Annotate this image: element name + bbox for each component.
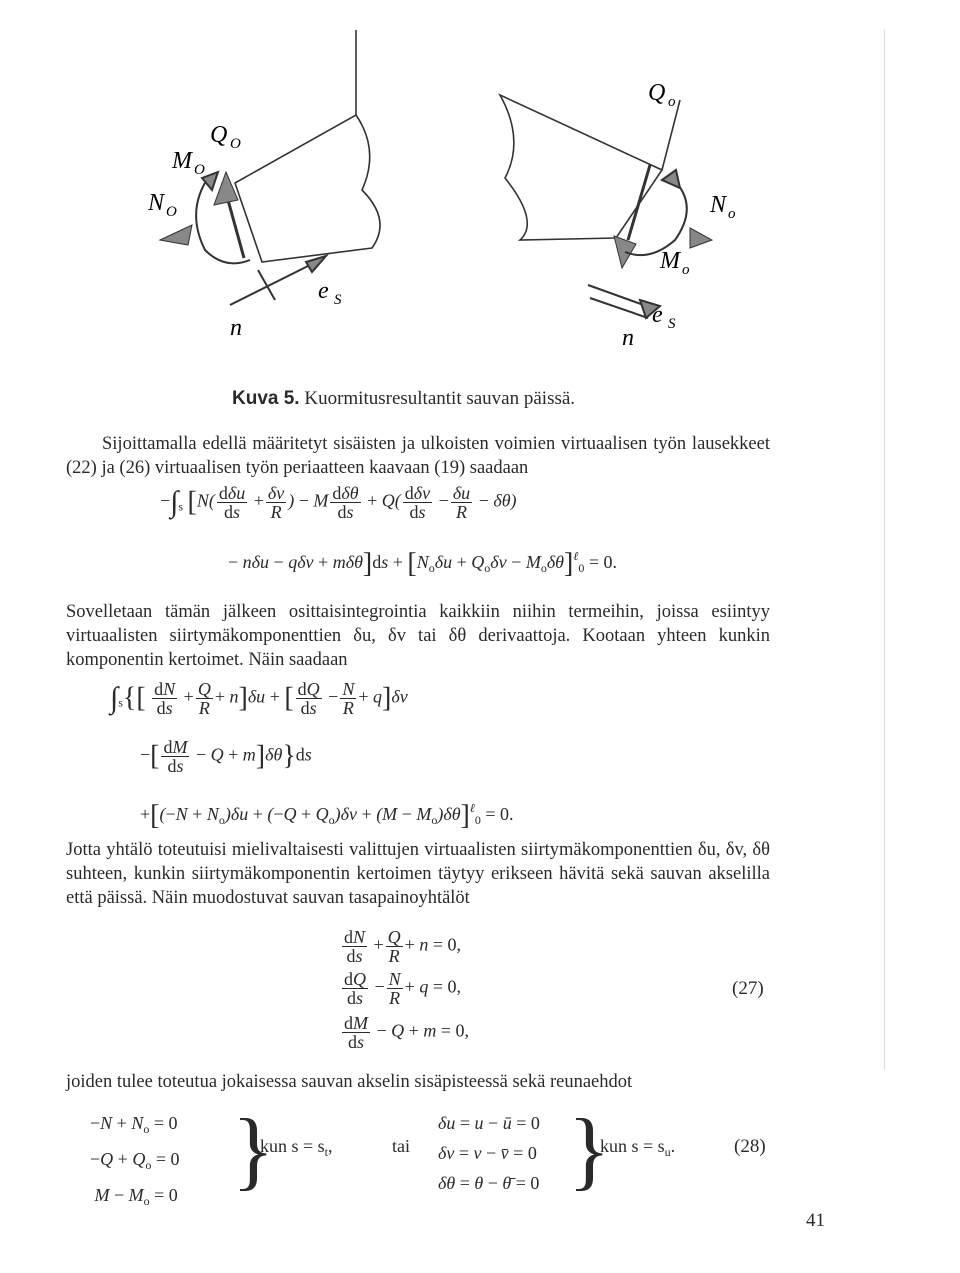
brace-right: } xyxy=(568,1102,611,1199)
figure-beam-ends xyxy=(0,0,960,380)
equation-integrated-3: $+[(-N + N_o)\delta u + (-Q + Q_o)\delta v + (M - M_o)\delta\theta]^\ell_0 = 0$. xyxy=(140,800,514,831)
equation-27-number: (27) xyxy=(732,978,764,999)
paragraph-4: joiden tulee toteutua jokaisessa sauvan akselin sisäpisteessä sekä reunaehdot xyxy=(66,1072,633,1092)
equation-28-right: δu = u − ū = 0 δv = v − v̄ = 0 δθ = θ − θ̄ = 0 xyxy=(438,1113,540,1193)
svg-text:O: O xyxy=(230,136,241,152)
equation-28-left: $-N + N_o = 0$ $-Q + Q_o = 0$ $M - M_o = 0$ xyxy=(90,1113,180,1208)
label-right-normal: N xyxy=(710,192,727,218)
page-number: 41 xyxy=(806,1210,825,1231)
right-shear-arrow xyxy=(614,165,650,268)
condition-start: kun $s = s_t$, xyxy=(260,1136,333,1159)
caption-text: Kuormitusresultantit sauvan päissä. xyxy=(304,388,576,409)
caption-label: Kuva 5. xyxy=(232,388,300,409)
label-right-es: e xyxy=(652,302,663,328)
paragraph-1: Sijoittamalla edellä määritetyt sisäisten ja ulkoisten voimien virtuaalisen työn lausekkeet (22) ja (26) virtuaalisen työn periaatteen kaavaan (19) saadaan xyxy=(66,434,770,478)
svg-text:O: O xyxy=(166,204,177,220)
equation-27-line-3: $\frac{dM}{ds}$ − Q + m = 0, xyxy=(344,1013,469,1052)
left-shear-arrow xyxy=(214,172,244,258)
condition-end: kun $s = s_u$. xyxy=(600,1136,676,1159)
equation-virtual-work-1: $-\int_s$ [N( $\frac{\text{dδu}}{ds}$ + $\frac{\delta v}{R}$ ) − M $\frac{\text{dδθ}}{ds}$ + Q( $\frac{\text{dδv}}{ds}$ − $\frac{\delta u}{R}$ − δθ) xyxy=(160,483,517,522)
paragraph-3: Jotta yhtälö toteutuisi mielivaltaisesti valittujen virtuaalisten siirtymäkomponenttien δu, δv, δθ suhteen, kunkin siirtymäkomponentin kertoimen täytyy erikseen hävitä sekä sauvan akselilla että päissä. Näin muodostuvat sauvan tasapainoyhtälöt xyxy=(66,840,770,908)
label-left-normal: N xyxy=(148,190,165,216)
label-left-shear: Q xyxy=(210,122,228,148)
left-beam-end xyxy=(235,30,380,262)
svg-text:S: S xyxy=(668,316,676,332)
equation-27-line-2: $\frac{dQ}{ds}$ − $\frac{N}{R}$ + q = 0, xyxy=(344,969,461,1008)
label-left-n: n xyxy=(230,315,242,341)
equation-28-number: (28) xyxy=(734,1136,766,1157)
right-moment-arrow xyxy=(625,170,687,255)
equation-integrated-1: $\int_s${[ $\frac{dN}{ds}$ + $\frac{Q}{R}$ + n]δu + [ $\frac{dQ}{ds}$ − $\frac{N}{R}$ + q]δv xyxy=(110,679,408,718)
left-axes xyxy=(230,256,326,305)
label-right-moment: M xyxy=(660,248,680,274)
figure-caption xyxy=(232,388,575,410)
equation-virtual-work-2: − $n\delta u - q\delta v + m\delta\theta]ds + [N_o\delta u + Q_o\delta v - M_o\delta\theta]^\ell_0 = 0$. xyxy=(228,548,618,579)
svg-text:O: O xyxy=(194,162,205,178)
svg-text:o: o xyxy=(682,262,690,278)
equation-integrated-2: −[ $\frac{dM}{ds}$ − Q + m]δθ}ds xyxy=(140,737,312,776)
label-left-es: e xyxy=(318,278,329,304)
condition-or: tai xyxy=(392,1136,410,1156)
label-right-n: n xyxy=(622,325,634,351)
svg-text:o: o xyxy=(668,94,676,110)
right-normal-arrow xyxy=(690,228,712,248)
left-normal-arrow xyxy=(160,225,192,245)
brace-left: } xyxy=(232,1102,275,1199)
right-beam-end xyxy=(500,95,680,240)
label-left-moment: M xyxy=(172,148,192,174)
paragraph-2: Sovelletaan tämän jälkeen osittaisintegrointia kaikkiin niihin termeihin, joissa esiintyy virtuaalisten siirtymäkomponenttien δu, δv tai δθ derivaattoja. Kootaan yhteen kunkin komponentin kertoimet. Näin saadaan xyxy=(66,602,770,670)
equation-27-line-1: $\frac{dN}{ds}$ + $\frac{Q}{R}$ + n = 0, xyxy=(344,927,461,966)
label-right-shear: Q xyxy=(648,80,666,106)
svg-text:o: o xyxy=(728,206,736,222)
svg-text:S: S xyxy=(334,292,342,308)
right-axes xyxy=(588,285,660,318)
